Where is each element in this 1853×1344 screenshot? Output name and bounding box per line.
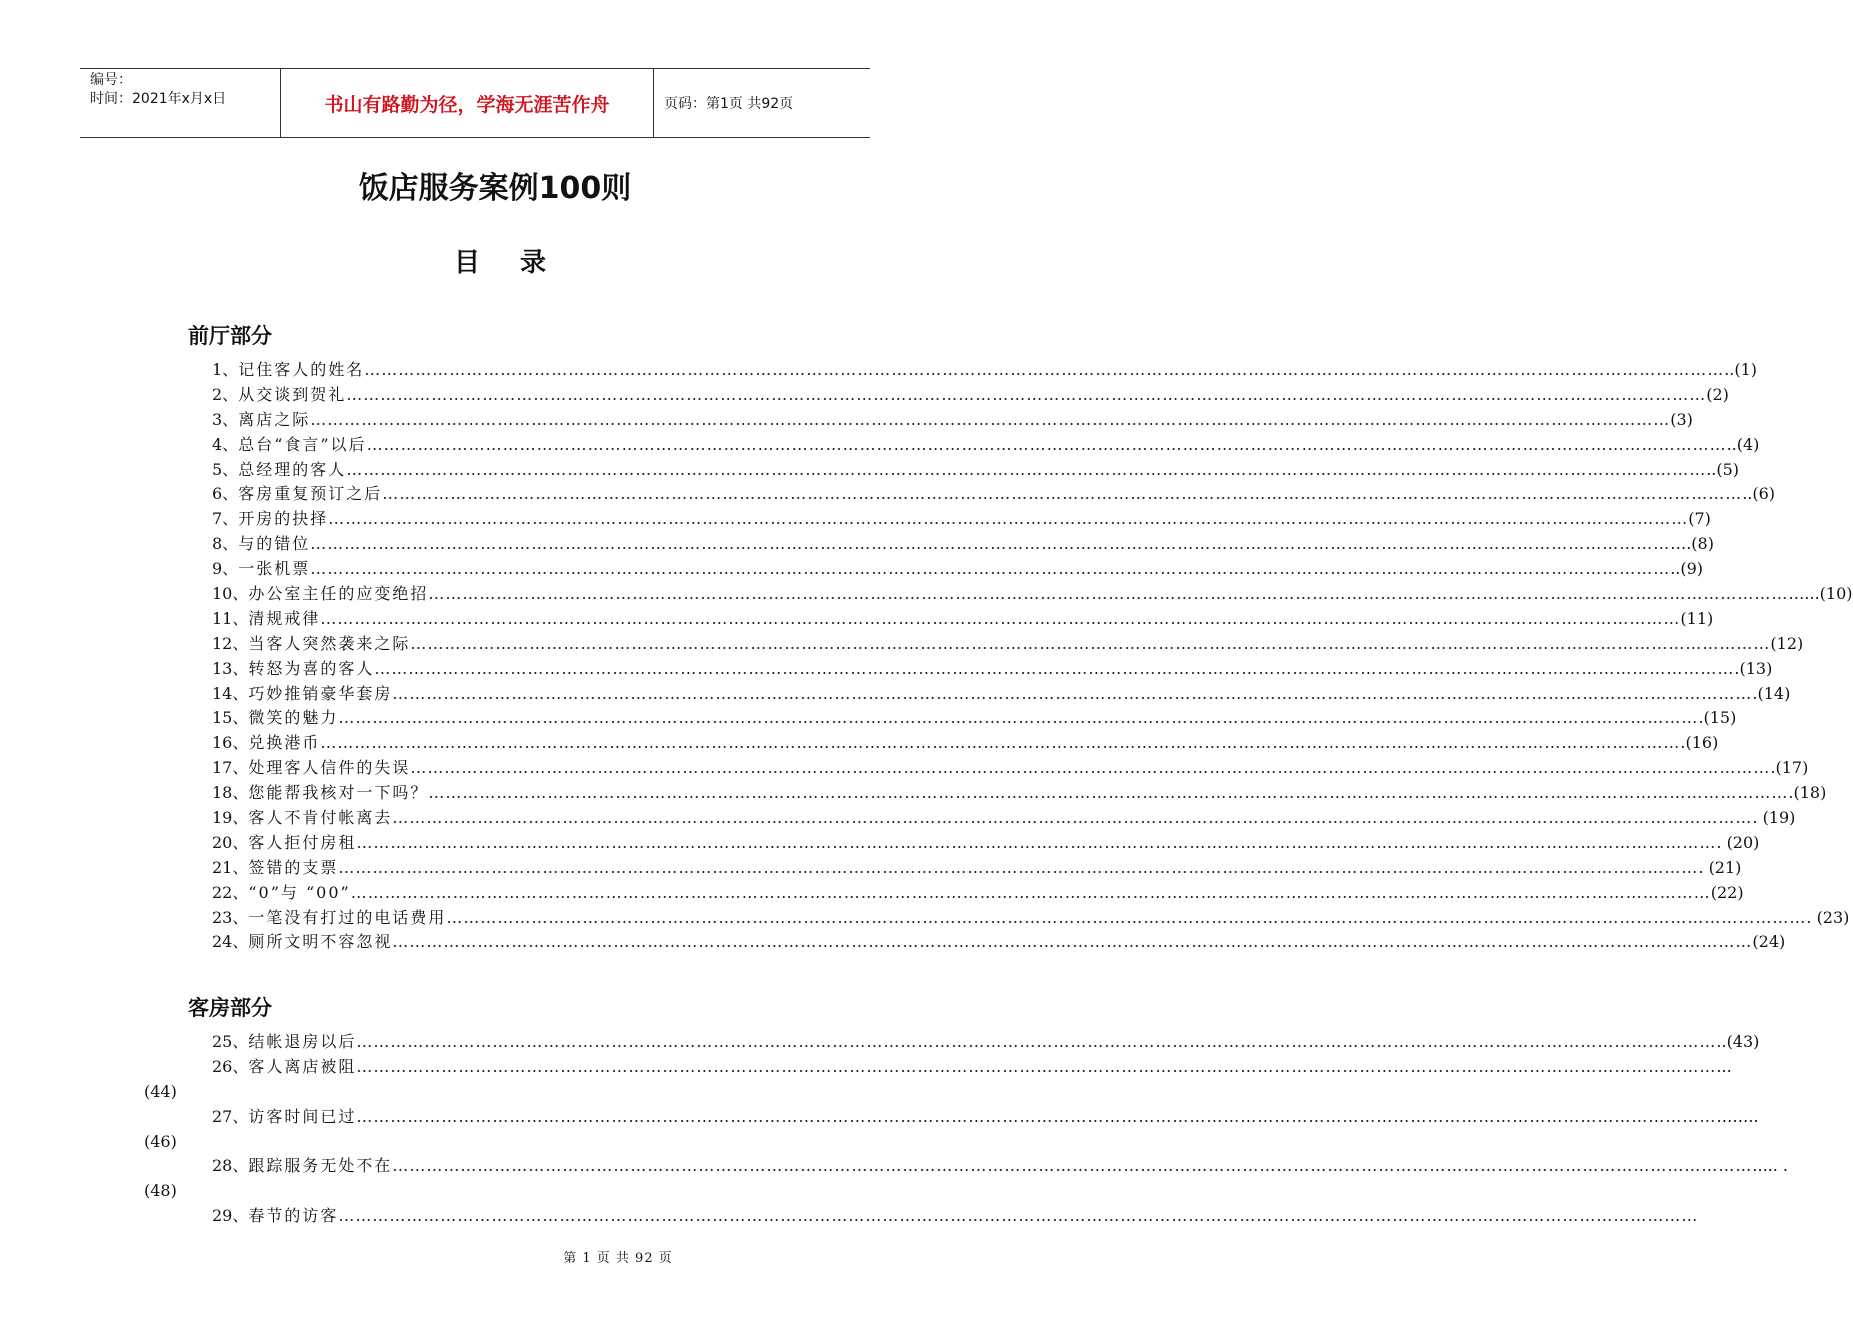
- toc-entry-number: 6、: [212, 484, 239, 504]
- toc-entry[interactable]: [212, 1030, 1760, 1055]
- number-label: 编号：: [90, 72, 132, 88]
- toc-entry-title: 记住客人的姓名: [238, 360, 365, 379]
- toc-entry-title: 清规戒律: [248, 608, 321, 628]
- toc-entry-title: 跟踪服务无处不在: [248, 1156, 393, 1176]
- toc-entry[interactable]: [212, 756, 1809, 781]
- toc-entry-page: ..... .: [1752, 1156, 1788, 1176]
- toc-entry-number: 13、: [212, 658, 249, 678]
- toc-entry-page: . (23): [1806, 907, 1850, 927]
- toc-entry[interactable]: [212, 881, 1744, 906]
- toc-entry-title: 签错的支票: [248, 857, 339, 877]
- toc-entry-page: (22): [1710, 882, 1744, 902]
- header-motto: 书山有路勤为径，学海无涯苦作舟: [281, 69, 654, 137]
- toc-entry-page: ..(6): [1742, 484, 1776, 504]
- dot-leader: ……………………………………………………………………………………………………………………………………………………………………………………………………………………: [320, 733, 1681, 753]
- toc-entry[interactable]: [212, 557, 1704, 582]
- toc-entry[interactable]: [212, 930, 1786, 955]
- toc-entry-title: 春节的访客: [248, 1206, 339, 1226]
- toc-entry-page: .(18): [1788, 783, 1827, 803]
- toc-entry-number: 17、: [212, 758, 249, 778]
- toc-entry[interactable]: [212, 1105, 1759, 1130]
- toc-entry-title: 处理客人信件的失误: [248, 758, 411, 778]
- dot-leader: ……………………………………………………………………………………………………………………………………………………………………………………………………………………: [338, 857, 1699, 877]
- dot-leader: ……………………………………………………………………………………………………………………………………………………………………………………………………………………: [410, 633, 1771, 653]
- time-label: 时间：2021年x月x日: [90, 91, 227, 107]
- toc-entry[interactable]: [212, 781, 1827, 806]
- toc-entry-title: 当客人突然袭来之际: [248, 633, 411, 653]
- toc-entry-page-wrapped: (44): [144, 1081, 177, 1101]
- toc-entry-title: 客人拒付房租: [248, 832, 357, 852]
- toc-entry-page: …...(10): [1788, 584, 1853, 604]
- toc-entry[interactable]: [212, 458, 1740, 483]
- toc-entry-page: ..(4): [1726, 434, 1760, 454]
- dot-leader: ……………………………………………………………………………………………………………………………………………………………………………………………………………………: [428, 783, 1789, 803]
- toc-entry-number: 9、: [212, 559, 239, 579]
- dot-leader: ……………………………………………………………………………………………………………………………………………………………………………………………………………………: [392, 683, 1753, 703]
- toc-entry-number: 19、: [212, 808, 249, 828]
- toc-entry[interactable]: [212, 831, 1760, 856]
- toc-entry[interactable]: [212, 532, 1714, 557]
- toc-entry-title: 与的错位: [238, 534, 311, 554]
- toc-entry-title: 结帐退房以后: [248, 1032, 357, 1051]
- toc-entry-number: 8、: [212, 534, 239, 554]
- dot-leader: ……………………………………………………………………………………………………………………………………………………………………………………………………………………: [346, 384, 1707, 404]
- toc-entry-title: 巧妙推销豪华套房: [248, 683, 393, 703]
- toc-entry-title: 一张机票: [238, 559, 311, 579]
- toc-entry-page: .(17): [1770, 758, 1809, 778]
- dot-leader: ……………………………………………………………………………………………………………………………………………………………………………………………………………………: [392, 932, 1753, 952]
- dot-leader: ……………………………………………………………………………………………………………………………………………………………………………………………………………………: [356, 1056, 1717, 1076]
- toc-entry-page: ..(1): [1724, 360, 1758, 379]
- toc-entry[interactable]: [212, 856, 1742, 881]
- toc-entry[interactable]: [212, 383, 1729, 408]
- toc-entry-title: 兑换港币: [248, 733, 321, 753]
- toc-entry-number: 21、: [212, 857, 249, 877]
- toc-entry-number: 23、: [212, 907, 249, 927]
- toc-entry[interactable]: [212, 408, 1693, 433]
- dot-leader: ……………………………………………………………………………………………………………………………………………………………………………………………………………………: [364, 360, 1725, 379]
- toc-entry[interactable]: [212, 507, 1711, 532]
- toc-entry-page: .(15): [1698, 708, 1737, 728]
- toc-entry-title: 客人不肯付帐离去: [248, 808, 393, 828]
- toc-entry-page: (11): [1680, 608, 1714, 628]
- toc-entry-page: ……..: [1716, 1106, 1759, 1126]
- toc-entry-number: 10、: [212, 584, 249, 604]
- toc-entry-page: ..(9): [1670, 559, 1704, 579]
- dot-leader: ……………………………………………………………………………………………………………………………………………………………………………………………………………………: [320, 608, 1681, 628]
- header-page-label: 页码：第1页 共92页: [664, 96, 794, 112]
- toc-entry-number: 7、: [212, 509, 239, 529]
- toc-entry-page-wrapped: (46): [144, 1131, 177, 1151]
- toc-entry-page: .(14): [1752, 683, 1791, 703]
- toc-entry-title: 一笔没有打过的电话费用: [248, 907, 447, 927]
- toc-list-front-desk: [212, 358, 1853, 955]
- toc-entry-title: 总台“食言”以后: [238, 434, 367, 454]
- section-heading-housekeeping: 客房部分: [188, 995, 272, 1020]
- toc-entry-title: 您能帮我核对一下吗？: [248, 783, 429, 803]
- dot-leader: ……………………………………………………………………………………………………………………………………………………………………………………………………………………: [428, 584, 1789, 604]
- toc-list-housekeeping: [144, 1030, 1788, 1229]
- toc-heading: 目录: [453, 248, 586, 278]
- dot-leader: ……………………………………………………………………………………………………………………………………………………………………………………………………………………: [338, 1206, 1699, 1226]
- toc-entry-number: 27、: [212, 1106, 249, 1126]
- toc-entry[interactable]: [212, 1204, 1699, 1229]
- toc-entry-page: ...: [1716, 1056, 1732, 1076]
- dot-leader: ……………………………………………………………………………………………………………………………………………………………………………………………………………………: [374, 658, 1735, 678]
- toc-entry-title: “0”与 “00”: [248, 882, 351, 902]
- toc-entry-number: 29、: [212, 1206, 249, 1226]
- toc-entry-number: 18、: [212, 783, 249, 803]
- toc-entry[interactable]: [212, 632, 1804, 657]
- dot-leader: ……………………………………………………………………………………………………………………………………………………………………………………………………………………: [310, 559, 1671, 579]
- toc-entry-title: 总经理的客人: [238, 459, 347, 479]
- section-heading-front-desk: 前厅部分: [188, 323, 272, 348]
- toc-entry[interactable]: [212, 806, 1796, 831]
- toc-entry-number: 1、: [212, 360, 239, 379]
- toc-entry-title: 从交谈到贺礼: [238, 384, 347, 404]
- toc-entry-number: 12、: [212, 633, 249, 653]
- toc-entry-page: (7): [1688, 509, 1711, 529]
- toc-entry-title: 转怒为喜的客人: [248, 658, 375, 678]
- toc-entry[interactable]: [212, 582, 1853, 607]
- toc-entry-page: .(13): [1734, 658, 1773, 678]
- toc-entry-page-wrapped: (48): [144, 1181, 177, 1201]
- toc-entry-title: 访客时间已过: [248, 1106, 357, 1126]
- toc-entry-title: 办公室主任的应变绝招: [248, 584, 429, 604]
- dot-leader: ……………………………………………………………………………………………………………………………………………………………………………………………………………………: [356, 1032, 1717, 1051]
- toc-entry[interactable]: [212, 433, 1760, 458]
- toc-entry-title: 开房的抉择: [238, 509, 329, 529]
- toc-entry-page: . (21): [1698, 857, 1742, 877]
- toc-entry-title: 客人离店被阻: [248, 1056, 357, 1076]
- toc-entry[interactable]: [212, 682, 1791, 707]
- toc-entry-page: ..(5): [1706, 459, 1740, 479]
- toc-entry[interactable]: [212, 657, 1773, 682]
- dot-leader: ……………………………………………………………………………………………………………………………………………………………………………………………………………………: [350, 882, 1711, 902]
- dot-leader: ……………………………………………………………………………………………………………………………………………………………………………………………………………………: [356, 1106, 1717, 1126]
- toc-entry-title: 客房重复预订之后: [238, 484, 383, 504]
- toc-entry-page: (3): [1670, 409, 1693, 429]
- header-meta: [80, 69, 281, 137]
- toc-entry-number: 11、: [212, 608, 249, 628]
- toc-entry[interactable]: [212, 906, 1850, 931]
- toc-entry-number: 24、: [212, 932, 249, 952]
- dot-leader: ……………………………………………………………………………………………………………………………………………………………………………………………………………………: [446, 907, 1807, 927]
- dot-leader: ……………………………………………………………………………………………………………………………………………………………………………………………………………………: [366, 434, 1727, 454]
- toc-entry-page: ..(43): [1716, 1032, 1760, 1051]
- toc-entry-page: (12): [1770, 633, 1804, 653]
- toc-entry-page: . (20): [1716, 832, 1760, 852]
- toc-entry-number: 14、: [212, 683, 249, 703]
- toc-entry-number: 26、: [212, 1056, 249, 1076]
- toc-entry[interactable]: [212, 731, 1719, 756]
- toc-entry[interactable]: [212, 482, 1776, 507]
- dot-leader: ……………………………………………………………………………………………………………………………………………………………………………………………………………………: [392, 1156, 1753, 1176]
- dot-leader: ……………………………………………………………………………………………………………………………………………………………………………………………………………………: [382, 484, 1743, 504]
- toc-entry-number: 3、: [212, 409, 239, 429]
- toc-entry-number: 22、: [212, 882, 249, 902]
- toc-entry-title: 厕所文明不容忽视: [248, 932, 393, 952]
- dot-leader: ……………………………………………………………………………………………………………………………………………………………………………………………………………………: [310, 409, 1671, 429]
- toc-entry[interactable]: [212, 1154, 1788, 1179]
- toc-entry-number: 15、: [212, 708, 249, 728]
- toc-entry[interactable]: [212, 358, 1758, 383]
- toc-entry[interactable]: [212, 706, 1737, 731]
- toc-entry-number: 28、: [212, 1156, 249, 1176]
- dot-leader: ……………………………………………………………………………………………………………………………………………………………………………………………………………………: [356, 832, 1717, 852]
- toc-entry-page: .(16): [1680, 733, 1719, 753]
- toc-entry-number: 2、: [212, 384, 239, 404]
- toc-entry-page: (24): [1752, 932, 1786, 952]
- toc-entry[interactable]: [212, 1055, 1732, 1080]
- dot-leader: ……………………………………………………………………………………………………………………………………………………………………………………………………………………: [328, 509, 1689, 529]
- toc-entry-number: 5、: [212, 459, 239, 479]
- dot-leader: ……………………………………………………………………………………………………………………………………………………………………………………………………………………: [338, 708, 1699, 728]
- page-footer: 第 1 页 共 92 页: [563, 1251, 673, 1266]
- toc-entry-title: 微笑的魅力: [248, 708, 339, 728]
- dot-leader: ……………………………………………………………………………………………………………………………………………………………………………………………………………………: [392, 808, 1753, 828]
- dot-leader: ……………………………………………………………………………………………………………………………………………………………………………………………………………………: [346, 459, 1707, 479]
- dot-leader: ……………………………………………………………………………………………………………………………………………………………………………………………………………………: [310, 534, 1671, 554]
- toc-entry-number: 25、: [212, 1032, 249, 1051]
- dot-leader: ……………………………………………………………………………………………………………………………………………………………………………………………………………………: [410, 758, 1771, 778]
- toc-entry-page: (2): [1706, 384, 1729, 404]
- document-title: 饭店服务案例100则: [358, 171, 632, 206]
- toc-entry[interactable]: [212, 607, 1714, 632]
- toc-entry-number: 16、: [212, 733, 249, 753]
- toc-entry-title: 离店之际: [238, 409, 311, 429]
- toc-entry-number: 20、: [212, 832, 249, 852]
- toc-entry-number: 4、: [212, 434, 239, 454]
- toc-entry-page: . (19): [1752, 808, 1796, 828]
- toc-entry-page: ….(8): [1670, 534, 1714, 554]
- document-header: [80, 68, 870, 138]
